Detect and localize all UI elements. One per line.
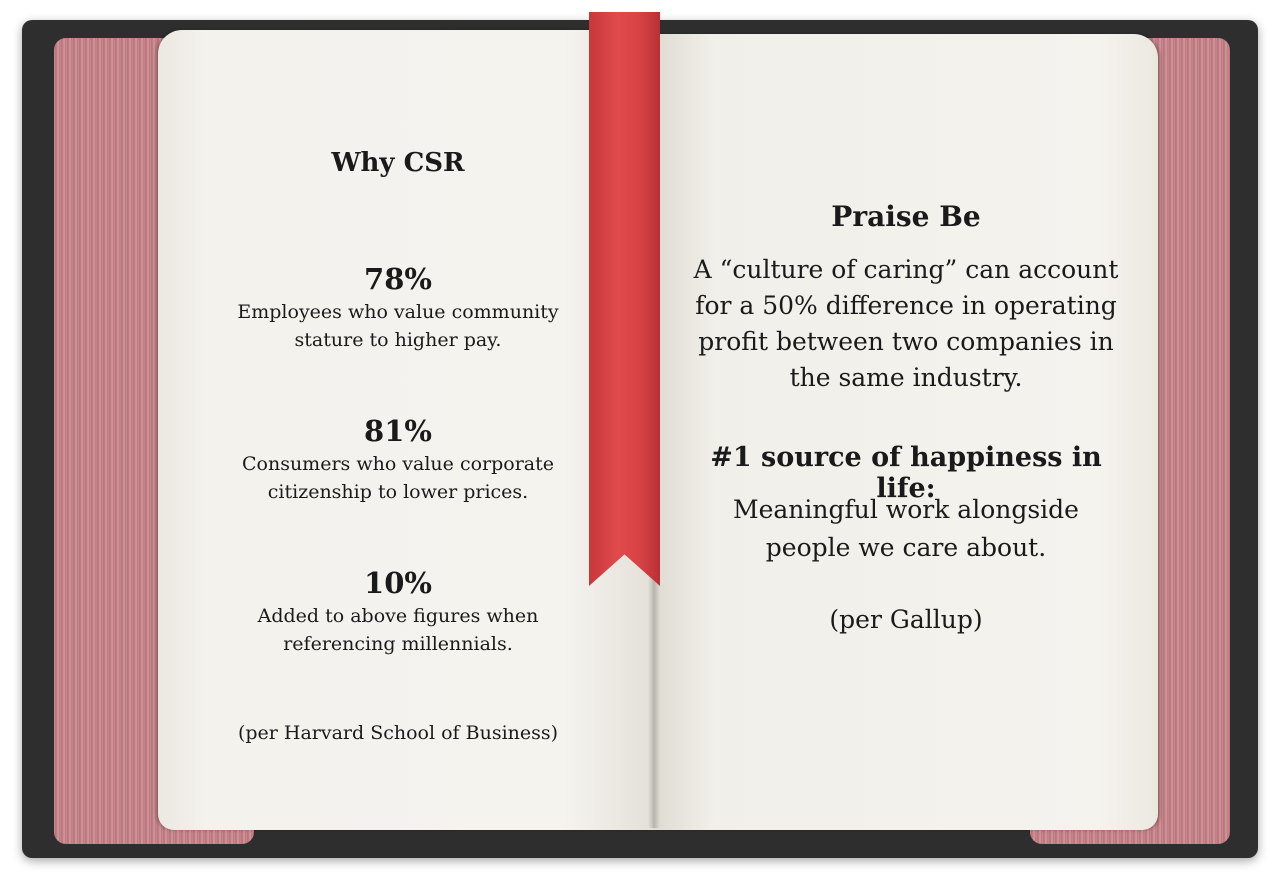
- stat-description-line: stature to higher pay.: [294, 329, 502, 351]
- right-page: [654, 34, 1158, 830]
- body-line: A “culture of caring” can account: [693, 255, 1119, 284]
- stat-description-line: Employees who value community: [237, 301, 559, 323]
- stat-description-line: citizenship to lower prices.: [267, 481, 529, 503]
- body-line: for a 50% difference in operating: [695, 291, 1117, 320]
- answer-line: Meaningful work alongside: [733, 495, 1079, 524]
- body-line: profit between two companies in: [698, 327, 1114, 356]
- stat-description-line: referencing millennials.: [283, 633, 513, 655]
- answer-line: people we care about.: [765, 533, 1047, 562]
- left-page-title: Why CSR: [331, 148, 465, 178]
- right-page-title: Praise Be: [831, 200, 981, 233]
- stat-value: 78%: [364, 262, 432, 296]
- stat-value: 81%: [364, 414, 432, 448]
- left-page-source: (per Harvard School of Business): [237, 722, 559, 744]
- happiness-heading: #1 source of happiness in life:: [710, 442, 1102, 504]
- stat-description-line: Consumers who value corporate: [241, 453, 555, 475]
- body-line: the same industry.: [789, 363, 1023, 392]
- stat-value: 10%: [364, 566, 432, 600]
- right-page-source: (per Gallup): [829, 605, 983, 634]
- stat-description-line: Added to above figures when: [257, 605, 539, 627]
